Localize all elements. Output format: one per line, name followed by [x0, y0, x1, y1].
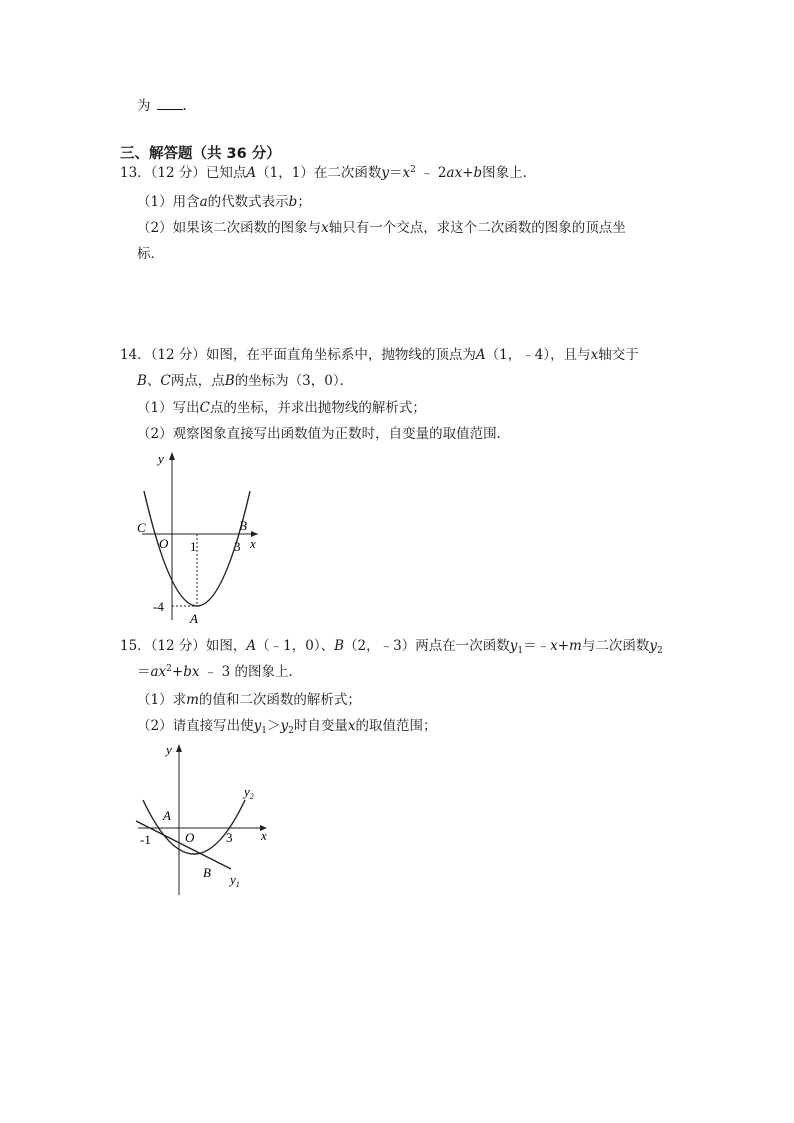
q15-label-A: A [163, 808, 171, 823]
section-title: 三、解答题（共 36 分） [120, 146, 281, 162]
q15-part2: （2）请直接写出使$y_1>y_2$时自变量x的取值范围； [137, 718, 437, 736]
q14-label-A: A [190, 611, 198, 626]
q15-stem-cont: $=ax^2+bx$ ﹣ 3 的图象上． [137, 664, 302, 680]
q15-label-y2: $y_2$ [244, 784, 254, 801]
q15-figure [130, 740, 280, 900]
q14-tick-neg4: -4 [153, 599, 164, 614]
q15-label-y1: $y_1$ [230, 872, 240, 889]
q13-part2: （2）如果该二次函数的图象与x轴只有一个交点，求这个二次函数的图象的顶点坐 [137, 220, 626, 236]
q14-x-label: x [250, 536, 256, 551]
q14-part2: （2）观察图象直接写出函数值为正数时，自变量的取值范围． [137, 426, 511, 442]
q15-tick-3: 3 [226, 830, 233, 845]
q14-stem: 14．（12 分）如图，在平面直角坐标系中，抛物线的顶点为A（1，﹣4），且与x轴交于 [120, 347, 639, 363]
q15-tick-neg1: -1 [140, 832, 151, 847]
q15-x-label: x [261, 828, 267, 843]
q14-label-C: C [137, 520, 146, 535]
q13-part1: （1）用含a的代数式表示b； [137, 194, 311, 210]
q14-y-label: y [158, 451, 164, 466]
answer-blank [157, 97, 183, 110]
q14-y-arrow [169, 452, 175, 460]
q14-label-O: O [159, 536, 169, 551]
q14-label-B: B [239, 518, 247, 533]
q14-tick-3: 3 [234, 539, 241, 554]
answer-blank-line: 为 . [137, 98, 187, 114]
q15-parabola [143, 800, 245, 854]
q14-part1: （1）写出C点的坐标，并求出抛物线的解析式； [137, 400, 426, 416]
q15-label-B: B [203, 865, 211, 880]
q15-label-O: O [185, 830, 195, 845]
q14-figure [130, 448, 270, 628]
q15-y-label: y [166, 742, 172, 757]
q14-tick-1: 1 [190, 539, 197, 554]
q15-y-arrow [176, 744, 182, 752]
q15-part1: （1）求m的值和二次函数的解析式； [137, 692, 361, 708]
q13-stem: 13．（12 分）已知点A（1，1）在二次函数$y=x^2$ ﹣ 2ax+b图象上． [120, 165, 537, 181]
q15-stem: 15．（12 分）如图，A（﹣1，0）、B（2，﹣3）两点在一次函数$y_1=﹣x+m$与二次函数$y_2$ [120, 638, 663, 656]
q13-part2-cont: 标． [137, 246, 164, 262]
q14-stem-cont: B、C两点，点B的坐标为（3，0）． [137, 373, 354, 389]
